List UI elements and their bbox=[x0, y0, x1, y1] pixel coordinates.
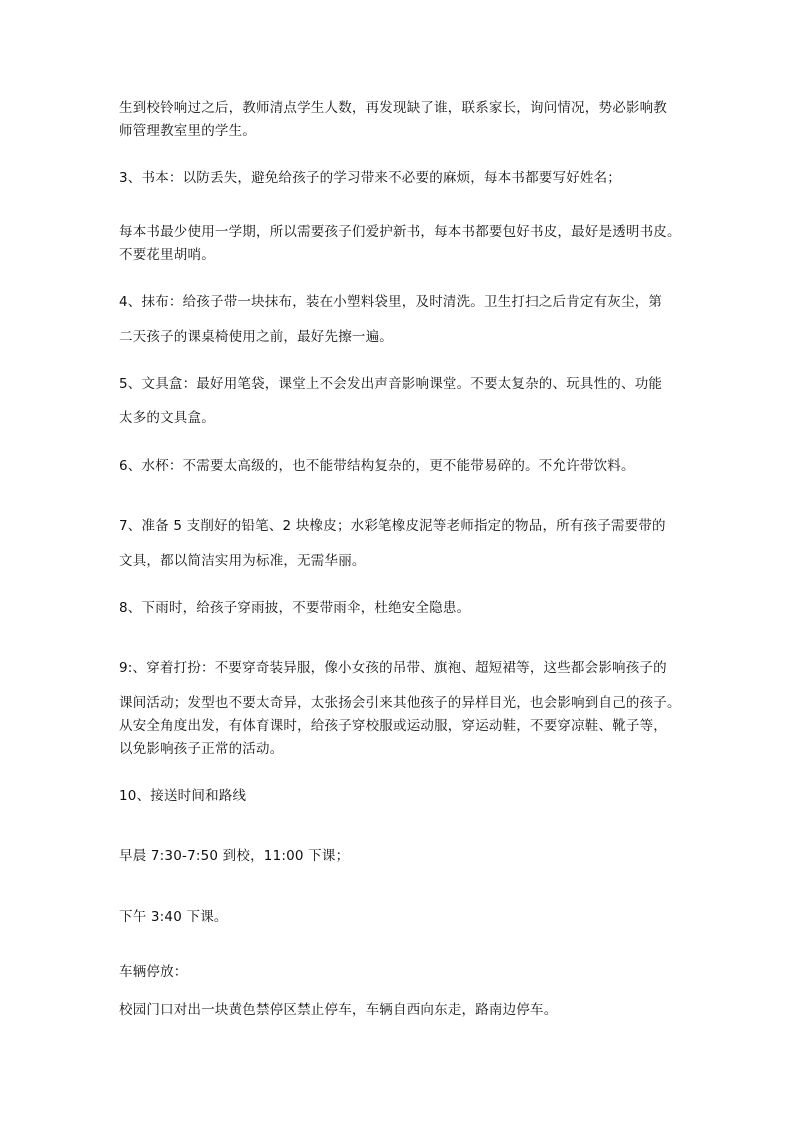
text-line: 下午 3:40 下课。 bbox=[119, 909, 228, 925]
text-line: 每本书最少使用一学期，所以需要孩子们爱护新书，每本书都要包好书皮，最好是透明书皮。 bbox=[119, 224, 681, 240]
text-line: 文具，都以简洁实用为标准，无需华丽。 bbox=[119, 553, 366, 569]
text-line: 8、下雨时，给孩子穿雨披，不要带雨伞，杜绝安全隐患。 bbox=[119, 600, 471, 616]
text-line: 二天孩子的课桌椅使用之前，最好先擦一遍。 bbox=[119, 329, 393, 345]
text-line: 7、准备 5 支削好的铅笔、2 块橡皮；水彩笔橡皮泥等老师指定的物品，所有孩子需要带的 bbox=[119, 518, 666, 534]
text-line: 车辆停放： bbox=[119, 964, 188, 980]
text-line: 从安全角度出发，有体育课时，给孩子穿校服或运动服，穿运动鞋，不要穿凉鞋、靴子等， bbox=[119, 718, 667, 734]
text-line: 师管理教室里的学生。 bbox=[119, 123, 256, 139]
text-line: 校园门口对出一块黄色禁停区禁止停车，车辆自西向东走，路南边停车。 bbox=[119, 1002, 558, 1018]
text-line: 4、抹布：给孩子带一块抹布，装在小塑料袋里，及时清洗。卫生打扫之后肯定有灰尘，第 bbox=[119, 294, 663, 310]
text-line: 9:、穿着打扮：不要穿奇装异服，像小女孩的吊带、旗袍、超短裙等，这些都会影响孩子的 bbox=[119, 660, 667, 676]
text-line: 课间活动；发型也不要太奇异，太张扬会引来其他孩子的异样目光，也会影响到自己的孩子。 bbox=[119, 695, 681, 711]
text-line: 太多的文具盒。 bbox=[119, 410, 215, 426]
text-line: 不要花里胡哨。 bbox=[119, 247, 215, 263]
text-line: 生到校铃响过之后，教师清点学生人数，再发现缺了谁，联系家长，询问情况，势必影响教 bbox=[119, 100, 667, 116]
text-line: 3、书本：以防丢失，避免给孩子的学习带来不必要的麻烦，每本书都要写好姓名； bbox=[119, 170, 621, 186]
text-line: 早晨 7:30-7:50 到校，11:00 下课； bbox=[119, 848, 350, 864]
text-line: 6、水杯：不需要太高级的，也不能带结构复杂的，更不能带易碎的。不允许带饮料。 bbox=[119, 458, 635, 474]
text-line: 以免影响孩子正常的活动。 bbox=[119, 741, 284, 757]
text-line: 5、文具盒：最好用笔袋，课堂上不会发出声音影响课堂。不要太复杂的、玩具性的、功能 bbox=[119, 376, 663, 392]
text-line: 10、接送时间和路线 bbox=[119, 788, 247, 804]
